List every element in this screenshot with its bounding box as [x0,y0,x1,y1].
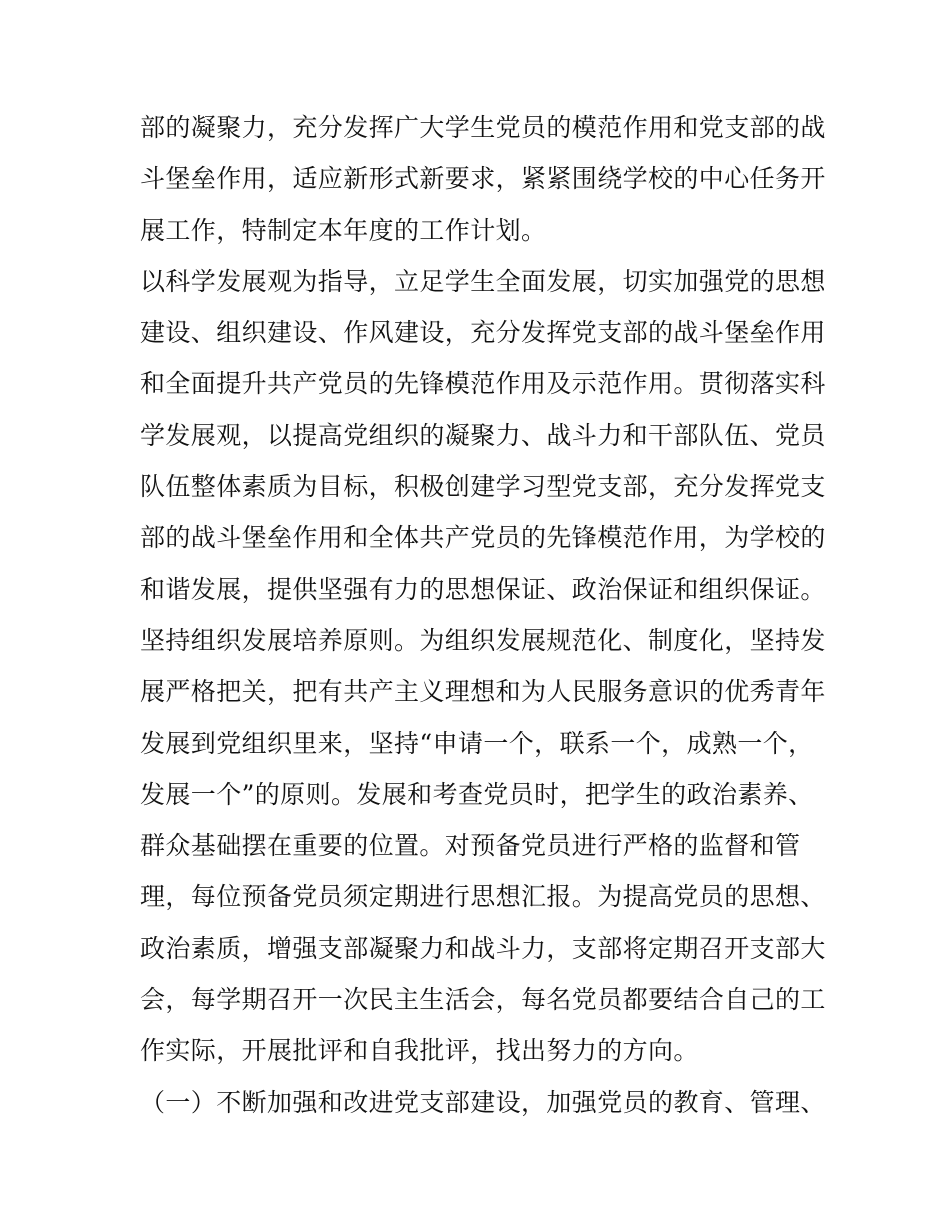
text-line: （一）不断加强和改进党支部建设，加强党员的教育、管理、 [140,1087,826,1117]
text-line: 群众基础摆在重要的位置。对预备党员进行严格的监督和管 [140,831,801,861]
body-text [140,102,826,1128]
text-line: 作实际，开展批评和自我批评，找出努力的方向。 [140,1036,699,1066]
text-line: 理，每位预备党员须定期进行思想汇报。为提高党员的思想、 [140,882,826,912]
text-line: 政治素质，增强支部凝聚力和战斗力，支部将定期召开支部大 [140,933,826,963]
text-line: 部的凝聚力，充分发挥广大学生党员的模范作用和党支部的战 [140,113,826,142]
text-line: 斗堡垒作用，适应新形式新要求，紧紧围绕学校的中心任务开 [140,164,826,194]
text-line: 和全面提升共产党员的先锋模范作用及示范作用。贯彻落实科 [140,369,826,399]
text-line: 学发展观，以提高党组织的凝聚力、战斗力和干部队伍、党员 [140,420,826,450]
text-line: 队伍整体素质为目标，积极创建学习型党支部，充分发挥党支 [140,472,826,502]
text-line: 发展到党组织里来，坚持“申请一个，联系一个，成熟一个， [140,728,814,758]
text-line: 展工作，特制定本年度的工作计划。 [140,215,547,245]
text-line: 和谐发展，提供坚强有力的思想保证、政治保证和组织保证。 [140,574,826,604]
text-line: 以科学发展观为指导，立足学生全面发展，切实加强党的思想 [140,266,826,296]
text-line: 部的战斗堡垒作用和全体共产党员的先锋模范作用，为学校的 [140,523,826,553]
text-line: 发展一个”的原则。发展和考查党员时，把学生的政治素养、 [140,779,814,809]
text-line: 坚持组织发展培养原则。为组织发展规范化、制度化，坚持发 [140,625,826,655]
text-line: 展严格把关，把有共产主义理想和为人民服务意识的优秀青年 [140,677,826,707]
text-line: 会，每学期召开一次民主生活会，每名党员都要结合自己的工 [140,985,826,1015]
text-line: 建设、组织建设、作风建设，充分发挥党支部的战斗堡垒作用 [140,318,826,348]
